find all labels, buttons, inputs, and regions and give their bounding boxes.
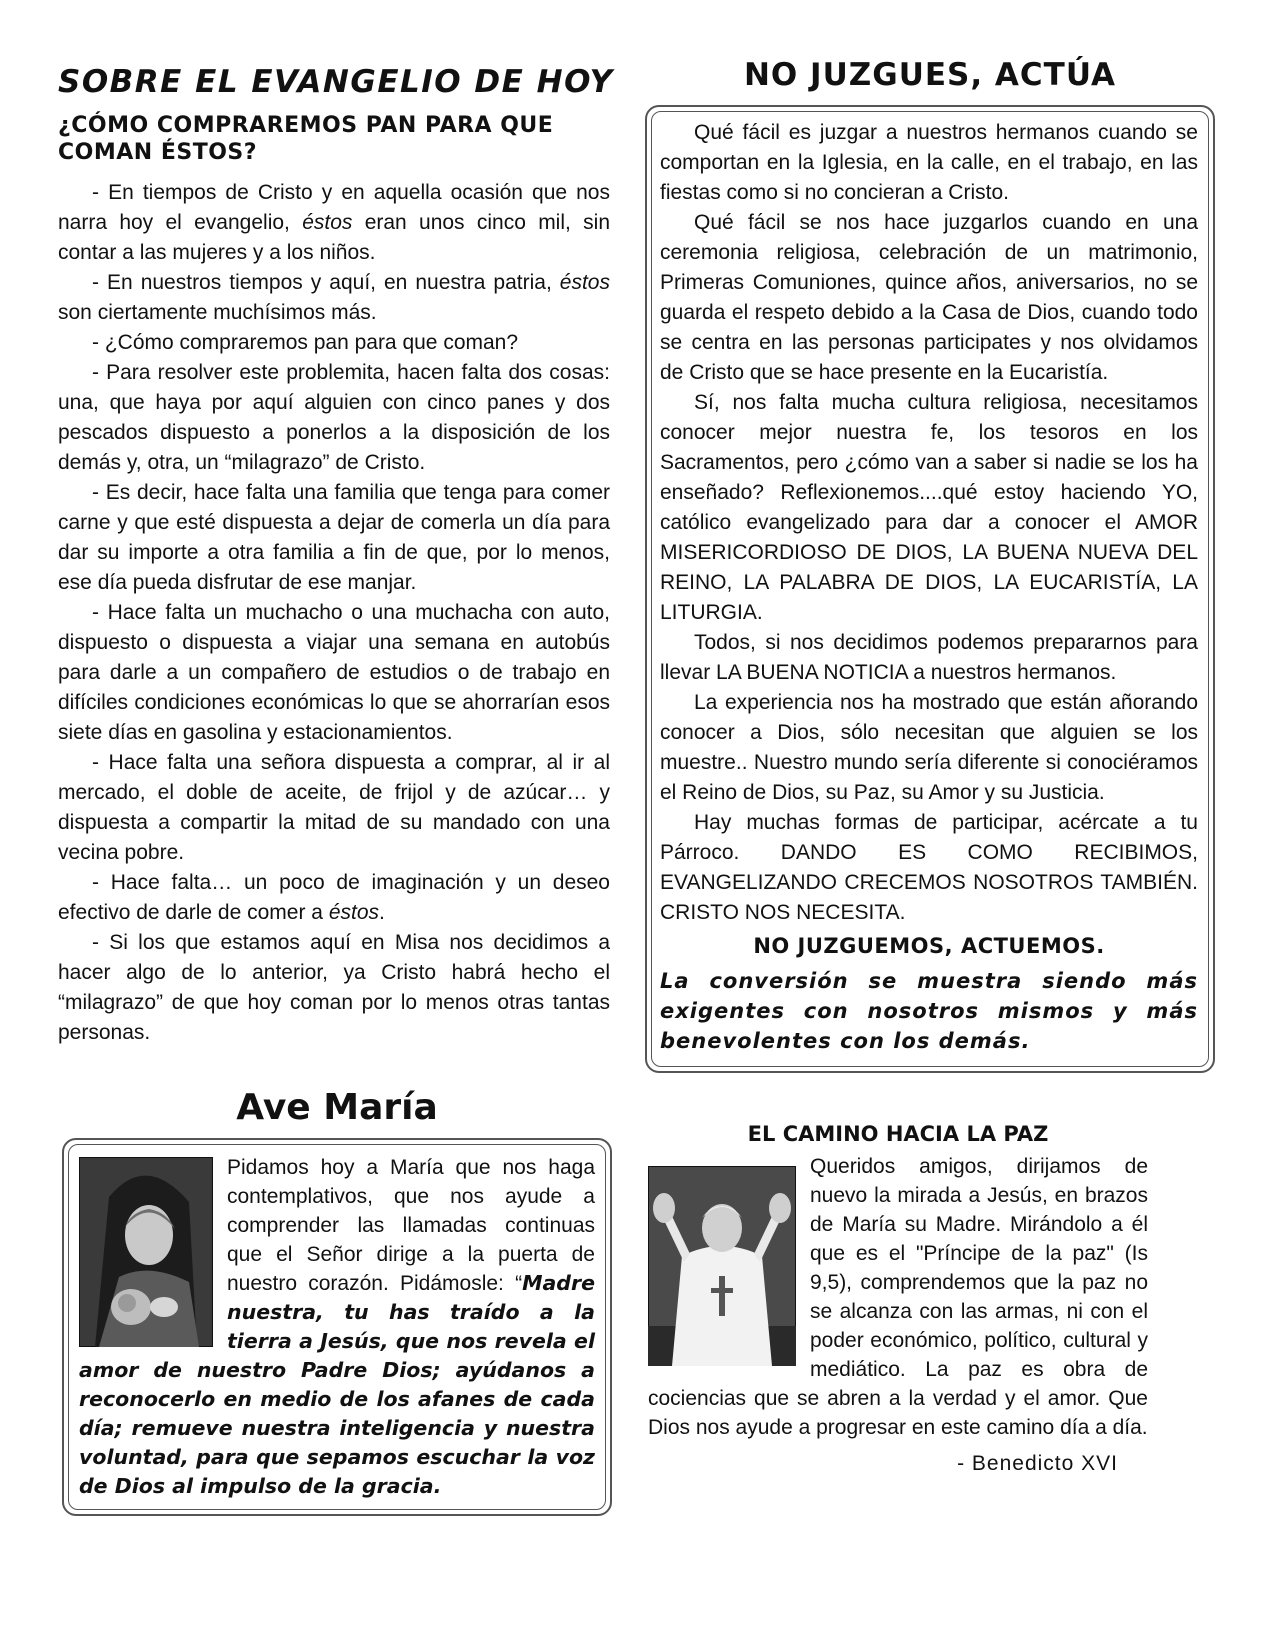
no-juzgues-paragraph-1: Qué fácil es juzgar a nuestros hermanos cuando se comportan en la Iglesia, en la calle, en el trabajo, en las fiestas como si no concieran a Cristo. bbox=[660, 121, 1198, 204]
ave-maria-title: Ave María bbox=[236, 1087, 438, 1128]
no-juzgues-paragraph-5: La experiencia nos ha mostrado que están añorando conocer a Dios, sólo necesitan que alguien se los muestre.. Nuestro mundo sería diferente si conociéramos el Reino de Dios, su Paz, su Amor y su Justicia. bbox=[660, 691, 1198, 804]
gospel-paragraph-8: - Hace falta… un poco de imaginación y un deseo efectivo de darle de comer a éstos. bbox=[58, 871, 610, 924]
camino-paz-text: Queridos amigos, dirijamos de nuevo la mirada a Jesús, en brazos de María su Madre. Mirándolo a él que es el "Príncipe de la paz" (Is 9,5), comprendemos que la paz no se alcanza con las armas, ni con el poder económico, político, cultural y mediático. La paz es obra de cociencias que se abren a la verdad y el amor. Que Dios nos ayude a progresar en este camino día a día. bbox=[648, 1155, 1148, 1439]
gospel-paragraph-5: - Es decir, hace falta una familia que tenga para comer carne y que esté dispuesta a dejar de comerla un día para dar su importe a otra familia a fin de que, por lo menos, ese día pueda disfrutar de ese manjar. bbox=[58, 481, 610, 594]
virgin-and-child-image bbox=[79, 1157, 213, 1347]
camino-paz-signature: - Benedicto XVI bbox=[957, 1452, 1118, 1475]
gospel-heading: SOBRE EL EVANGELIO DE HOY bbox=[58, 64, 614, 100]
ave-maria-box bbox=[62, 1138, 612, 1516]
no-juzgues-paragraph-3: Sí, nos falta mucha cultura religiosa, necesitamos conocer mejor nuestra fe, los tesoros en los Sacramentos, pero ¿cómo van a saber si nadie se los ha enseñado? Reflexionemos....qué estoy haciendo YO, católico evangelizado para dar a conocer el AMOR MISERICORDIOSO DE DIOS, LA BUENA NUEVA DEL REINO, LA PALABRA DE DIOS, LA EUCARISTÍA, LA LITURGIA. bbox=[660, 391, 1198, 624]
pope-photo bbox=[648, 1166, 796, 1366]
no-juzgues-heading: NO JUZGUES, ACTÚA bbox=[743, 57, 1117, 93]
no-juzguemos-callout: NO JUZGUEMOS, ACTUEMOS. bbox=[753, 934, 1105, 958]
no-juzgues-paragraph-6: Hay muchas formas de participar, acércate a tu Párroco. DANDO ES COMO RECIBIMOS, EVANGELIZANDO CRECEMOS NOSOTROS TAMBIÉN. CRISTO NOS NECESITA. bbox=[660, 811, 1198, 924]
gospel-paragraph-6: - Hace falta un muchacho o una muchacha con auto, dispuesto o dispuesta a viajar una semana en autobús para darle a un compañero de estudios o de trabajo en difíciles condiciones económicas lo que se ahorrarían esos siete días en gasolina y estacionamientos. bbox=[58, 601, 610, 744]
camino-paz-section bbox=[648, 1122, 1148, 1476]
gospel-paragraph-7: - Hace falta una señora dispuesta a comprar, al ir al mercado, el doble de aceite, de frijol y de azúcar… y dispuesta a compartir la mitad de su mandado con una vecina pobre. bbox=[58, 751, 610, 864]
no-juzgues-paragraph-2: Qué fácil se nos hace juzgarlos cuando en una ceremonia religiosa, celebración de un matrimonio, Primeras Comuniones, quince años, aniversarios, no se guarda el respeto debido a la Casa de Dios, cuando todo se centra en las personas participates y nos olvidamos de Cristo que se hace presente en la Eucaristía. bbox=[660, 211, 1198, 384]
camino-paz-title: EL CAMINO HACIA LA PAZ bbox=[747, 1122, 1049, 1146]
conversion-quote: La conversión se muestra siendo más exigentes con nosotros mismos y más benevolentes con los demás. bbox=[660, 969, 1198, 1053]
ave-maria-prayer: Madre nuestra, tu has traído a la tierra a Jesús, que nos revela el amor de nuestro Padre Dios; ayúdanos a reconocerlo en medio de los afanes de cada día; remueve nuestra inteligencia y nuestra voluntad, para que sepamos escuchar la voz de Dios al impulso de la gracia. bbox=[79, 1271, 595, 1498]
gospel-paragraph-3: - ¿Cómo compraremos pan para que coman? bbox=[92, 331, 519, 354]
gospel-column bbox=[58, 60, 614, 1048]
gospel-paragraph-1: - En tiempos de Cristo y en aquella ocasión que nos narra hoy el evangelio, éstos eran unos cinco mil, sin contar a las mujeres y a los niños. bbox=[58, 181, 610, 264]
no-juzgues-column bbox=[645, 55, 1215, 1073]
no-juzgues-paragraph-4: Todos, si nos decidimos podemos prepararnos para llevar LA BUENA NOTICIA a nuestros hermanos. bbox=[660, 631, 1198, 684]
ave-maria-text: Pidamos hoy a María que nos haga contemplativos, que nos ayude a comprender las llamadas continuas que el Señor dirige a la puerta de nuestro corazón. Pidámosle: “Madre nuestra, tu has traído a la tierra a Jesús, que nos revela el amor de nuestro Padre Dios; ayúdanos a reconocerlo en medio de los afanes de cada día; remueve nuestra inteligencia y nuestra voluntad, para que sepamos escuchar la voz de Dios al impulso de la gracia. bbox=[79, 1156, 595, 1498]
no-juzgues-box bbox=[645, 105, 1215, 1073]
gospel-paragraph-4: - Para resolver este problemita, hacen falta dos cosas: una, que haya por aquí alguien con cinco panes y dos pescados dispuesto a ponerlos a la disposición de los demás y, otra, un “milagrazo” de Cristo. bbox=[58, 361, 610, 474]
ave-maria-box-inner bbox=[68, 1144, 606, 1510]
gospel-subheading: ¿CÓMO COMPRAREMOS PAN PARA QUE COMAN ÉSTOS? bbox=[58, 113, 554, 165]
ave-maria-section bbox=[62, 1087, 612, 1516]
gospel-paragraph-9: - Si los que estamos aquí en Misa nos decidimos a hacer algo de lo anterior, ya Cristo habrá hecho el “milagrazo” de que hoy coman por lo menos otras tantas personas. bbox=[58, 931, 610, 1044]
no-juzgues-box-inner bbox=[651, 111, 1209, 1067]
gospel-paragraph-2: - En nuestros tiempos y aquí, en nuestra patria, éstos son ciertamente muchísimos más. bbox=[58, 271, 610, 324]
